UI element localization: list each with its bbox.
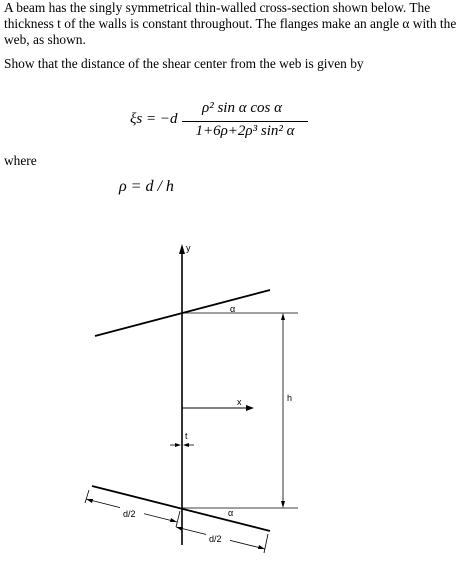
t-right-arrow <box>183 443 189 447</box>
d2-right-extension <box>264 534 268 553</box>
x-axis-arrowhead <box>246 405 254 411</box>
d2-right-arrow-b <box>258 545 265 549</box>
problem-statement: A beam has the singly symmetrical thin-walled cross-section shown below. The thickness t of the walls is constant throughout. The flanges make an angle α with the web, as shown. <box>4 0 457 47</box>
t-left-arrow <box>175 443 181 447</box>
d2-center-extension <box>176 511 180 527</box>
d2-right-arrow-a <box>176 527 183 531</box>
d2-right-label: d/2 <box>209 534 222 544</box>
bottom-flange <box>92 486 270 531</box>
y-axis-label: y <box>186 243 191 253</box>
t-label: t <box>185 431 188 441</box>
h-dimension-top-arrow <box>281 313 285 320</box>
where-text: where <box>4 153 37 168</box>
equation-denominator: 1+6ρ+2ρ³ sin² α <box>195 123 295 139</box>
task-statement: Show that the distance of the shear center from the web is given by <box>4 56 364 71</box>
d2-left-extension <box>85 490 89 503</box>
h-label: h <box>287 393 293 403</box>
alpha-bottom-label: α <box>228 508 234 518</box>
d2-left-arrow-a <box>86 499 93 503</box>
equation-lhs: ξs = −d <box>130 111 178 127</box>
y-axis-arrowhead <box>179 244 185 254</box>
rho-definition: ρ = d / h <box>119 178 174 195</box>
equation-numerator: ρ² sin α cos α <box>202 100 282 116</box>
alpha-top-label: α <box>230 304 236 314</box>
h-dimension-bottom-arrow <box>281 501 285 508</box>
x-axis-label: x <box>237 397 242 407</box>
d2-left-arrow-b <box>170 518 177 522</box>
d2-left-label: d/2 <box>123 509 136 519</box>
